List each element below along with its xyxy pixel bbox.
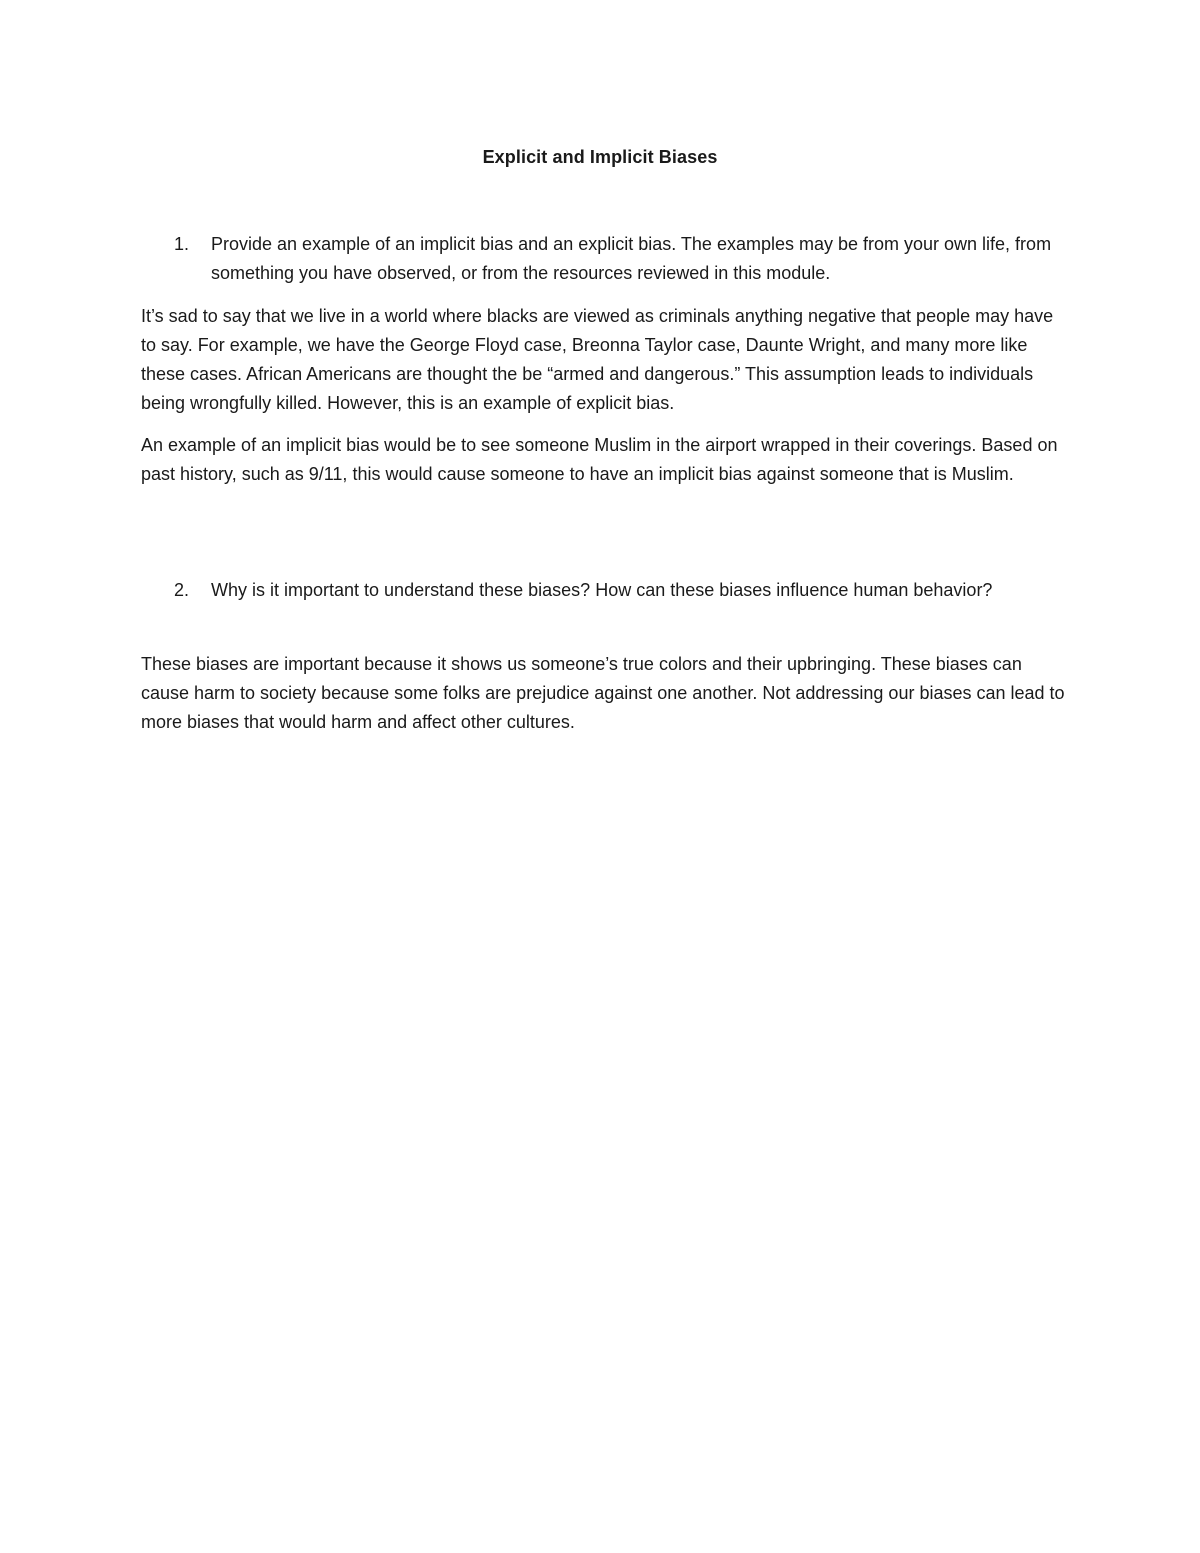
question-2 (174, 576, 1064, 605)
answer-paragraph-2: An example of an implicit bias would be to see someone Muslim in the airport wrapped in their coverings. Based on past history, such as 9/11, this would cause someone to have an implicit bias against someone that is Muslim. (141, 435, 1058, 484)
question-number: 1. (174, 234, 190, 254)
question-1 (174, 230, 1064, 288)
answer-paragraph-3: These biases are important because it shows us someone’s true colors and their upbringing. These biases can cause harm to society because some folks are prejudice against one another. Not addressing our biases can lead to more biases that would harm and affect other cultures. (141, 654, 1065, 732)
document-title: Explicit and Implicit Biases (482, 147, 718, 167)
question-text: Why is it important to understand these biases? How can these biases influence human behavior? (211, 580, 993, 600)
question-text: Provide an example of an implicit bias and an explicit bias. The examples may be from your own life, from something you have observed, or from the resources reviewed in this module. (211, 234, 1052, 283)
question-number: 2. (174, 580, 190, 600)
answer-paragraph-1: It’s sad to say that we live in a world where blacks are viewed as criminals anything negative that people may have to say. For example, we have the George Floyd case, Breonna Taylor case, Daunte Wright, and many more like these cases. African Americans are thought the be “armed and dangerous.” This assumption leads to individuals being wrongfully killed. However, this is an example of explicit bias. (141, 306, 1054, 413)
